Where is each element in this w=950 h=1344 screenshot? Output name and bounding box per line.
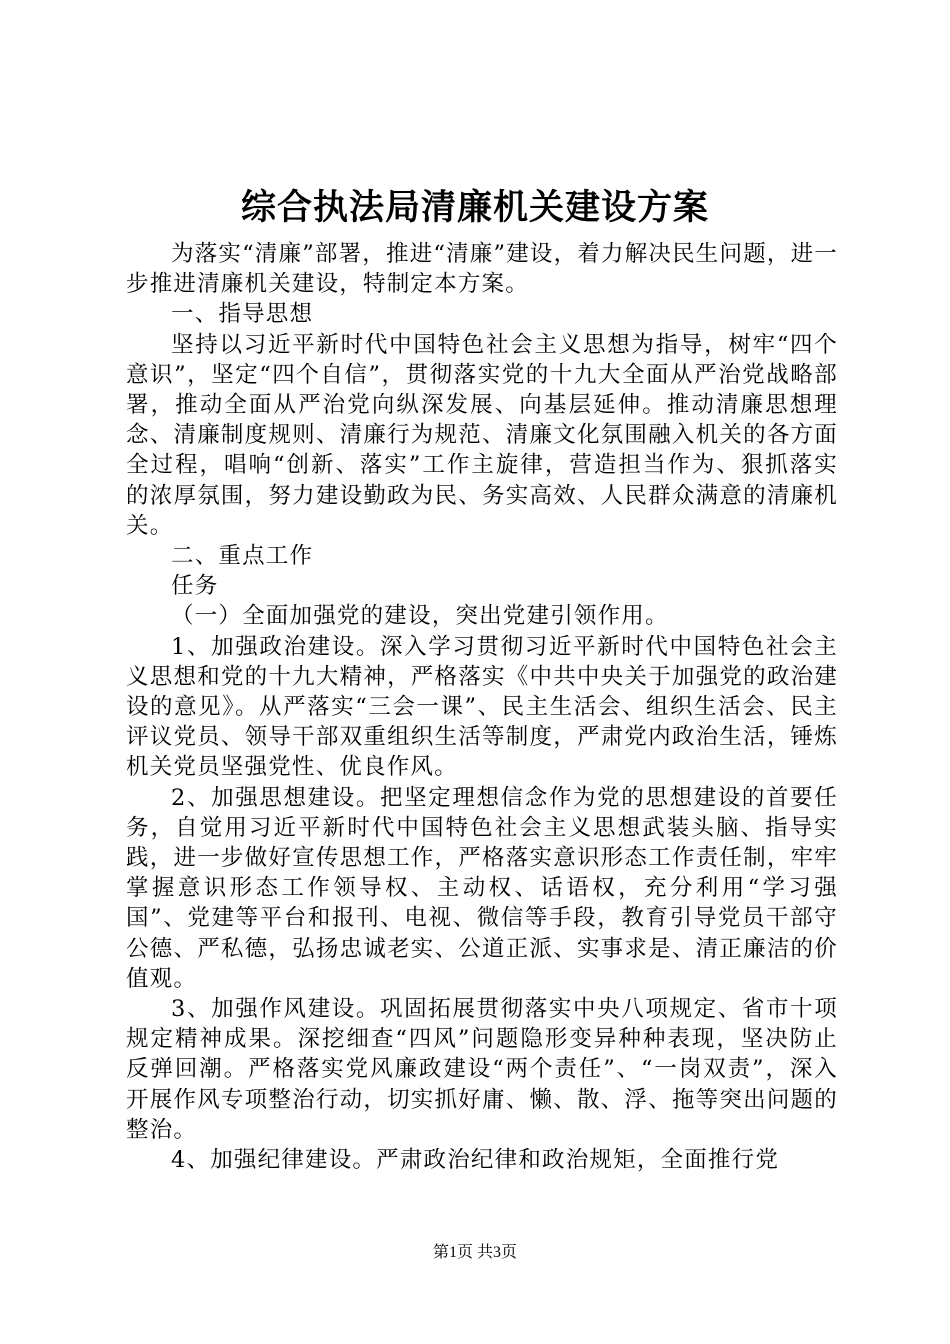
intro-paragraph: 为落实“清廉”部署，推进“清廉”建设，着力解决民生问题，进一步推进清廉机关建设，特制定本方案。 <box>126 241 839 298</box>
document-title: 综合执法局清廉机关建设方案 <box>240 187 709 228</box>
item-discipline-construction: 4、加强纪律建设。严肃政治纪律和政治规矩，全面推行党 <box>171 1147 780 1174</box>
section-heading-guiding-ideology: 一、指导思想 <box>171 301 314 328</box>
item-work-style-construction: 3、加强作风建设。巩固拓展贯彻落实中央八项规定、省市十项规定精神成果。深挖细查“四风”问题隐形变异种种表现，坚决防止反弹回潮。严格落实党风廉政建设“两个责任”、“一岗双责”，深入开展作风专项整治行动，切实抓好庸、懒、散、浮、拖等突出问题的整治。 <box>126 996 838 1143</box>
item-ideological-construction: 2、加强思想建设。把坚定理想信念作为党的思想建设的首要任务，自觉用习近平新时代中国特色社会主义思想武装头脑、指导实践，进一步做好宣传思想工作，严格落实意识形态工作责任制，牢牢掌握意识形态工作领导权、主动权、话语权，充分利用“学习强国”、党建等平台和报刊、电视、微信等手段，教育引导党员干部守公德、严私德，弘扬忠诚老实、公道正派、实事求是、清正廉洁的价值观。 <box>126 784 838 992</box>
guiding-ideology-paragraph: 坚持以习近平新时代中国特色社会主义思想为指导，树牢“四个意识”，坚定“四个自信”，贯彻落实党的十九大全面从严治党战略部署，推动全面从严治党向纵深发展、向基层延伸。推动清廉思想理念、清廉制度规则、清廉行为规范、清廉文化氛围融入机关的各方面全过程，唱响“创新、落实”工作主旋律，营造担当作为、狠抓落实的浓厚氛围，努力建设勤政为民、务实高效、人民群众满意的清廉机关。 <box>126 331 838 539</box>
page-footer: 第1页 共3页 <box>432 1244 517 1261</box>
document-body <box>126 239 838 1175</box>
tasks-label: 任务 <box>171 573 219 600</box>
item-political-construction: 1、加强政治建设。深入学习贯彻习近平新时代中国特色社会主义思想和党的十九大精神，严格落实《中共中央关于加强党的政治建设的意见》。从严落实“三会一课”、民主生活会、组织生活会、民主评议党员、领导干部双重组织生活等制度，严肃党内政治生活，锤炼机关党员坚强党性、优良作风。 <box>126 633 838 781</box>
section-heading-key-work: 二、重点工作 <box>171 543 314 570</box>
subsection-heading-party-building: （一）全面加强党的建设，突出党建引领作用。 <box>171 603 669 630</box>
